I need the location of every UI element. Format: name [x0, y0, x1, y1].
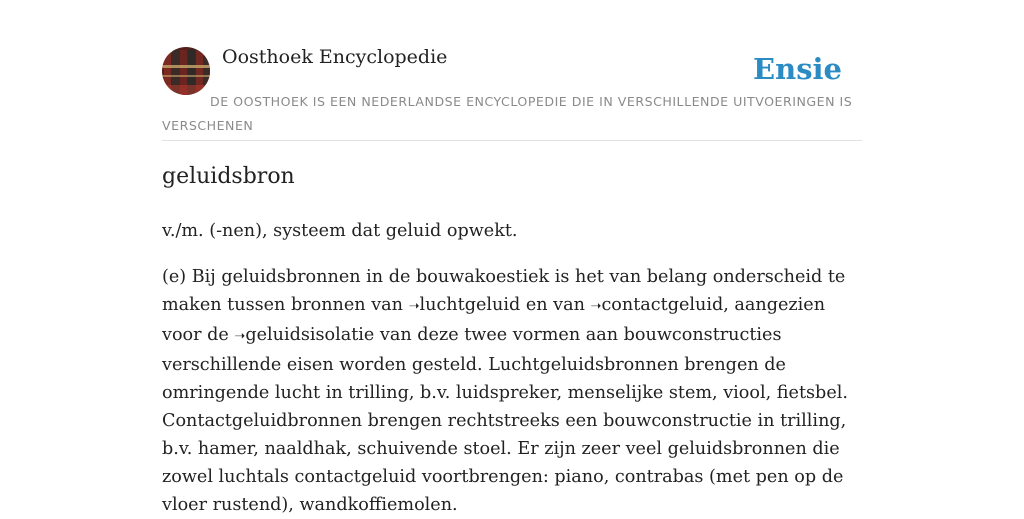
arrow-right-icon: ➝ [234, 329, 246, 344]
site-title[interactable]: Oosthoek Encyclopedie [222, 46, 448, 68]
entry-definition: v./m. (-nen), systeem dat geluid opwekt. [162, 221, 518, 241]
site-description: DE OOSTHOEK IS EEN NEDERLANDSE ENCYCLOPEDIE DIE IN VERSCHILLENDE UITVOERINGEN IS VERSCHENEN [162, 94, 853, 133]
encyclopedia-books-icon [162, 47, 210, 95]
arrow-right-icon: ➝ [590, 299, 602, 314]
body-text-segment: van deze twee vormen aan bouwconstructies verschillende eisen worden gesteld. Luchtgeluidsbronnen brengen de omringende lucht in trilling, b.v. luidspreker, menselijke stem, viool, fietsbel. Contactgeluidbronnen brengen rechtstreeks een bouwconstructie in trilling, b.v. hamer, naaldhak, schuivende stoel. Er zijn zeer veel geluidsbronnen die zowel luchtals contactgeluid voortbrengen: piano, contrabas (met pen op de vloer rustend), wandkoffiemolen. [162, 325, 848, 515]
site-header [162, 0, 862, 141]
xref-geluidsisolatie-link[interactable]: geluidsisolatie [245, 325, 375, 345]
page-container [162, 0, 862, 515]
body-text-segment: (e) Bij geluidsbronnen in de bouwakoestiek is het van belang onderscheid te maken tussen bronnen van [162, 267, 846, 315]
xref-contactgeluid-link[interactable]: contactgeluid [601, 295, 724, 315]
entry-headword: geluidsbron [162, 164, 295, 189]
xref-luchtgeluid-link[interactable]: luchtgeluid [419, 295, 521, 315]
brand-logo-link[interactable]: Ensie [753, 52, 842, 86]
body-text-segment: en van [520, 295, 591, 315]
entry-body [162, 263, 862, 519]
body-text-segment: , aangezien voor de [162, 295, 826, 345]
arrow-right-icon: ➝ [408, 299, 420, 314]
avatar[interactable] [162, 47, 210, 95]
